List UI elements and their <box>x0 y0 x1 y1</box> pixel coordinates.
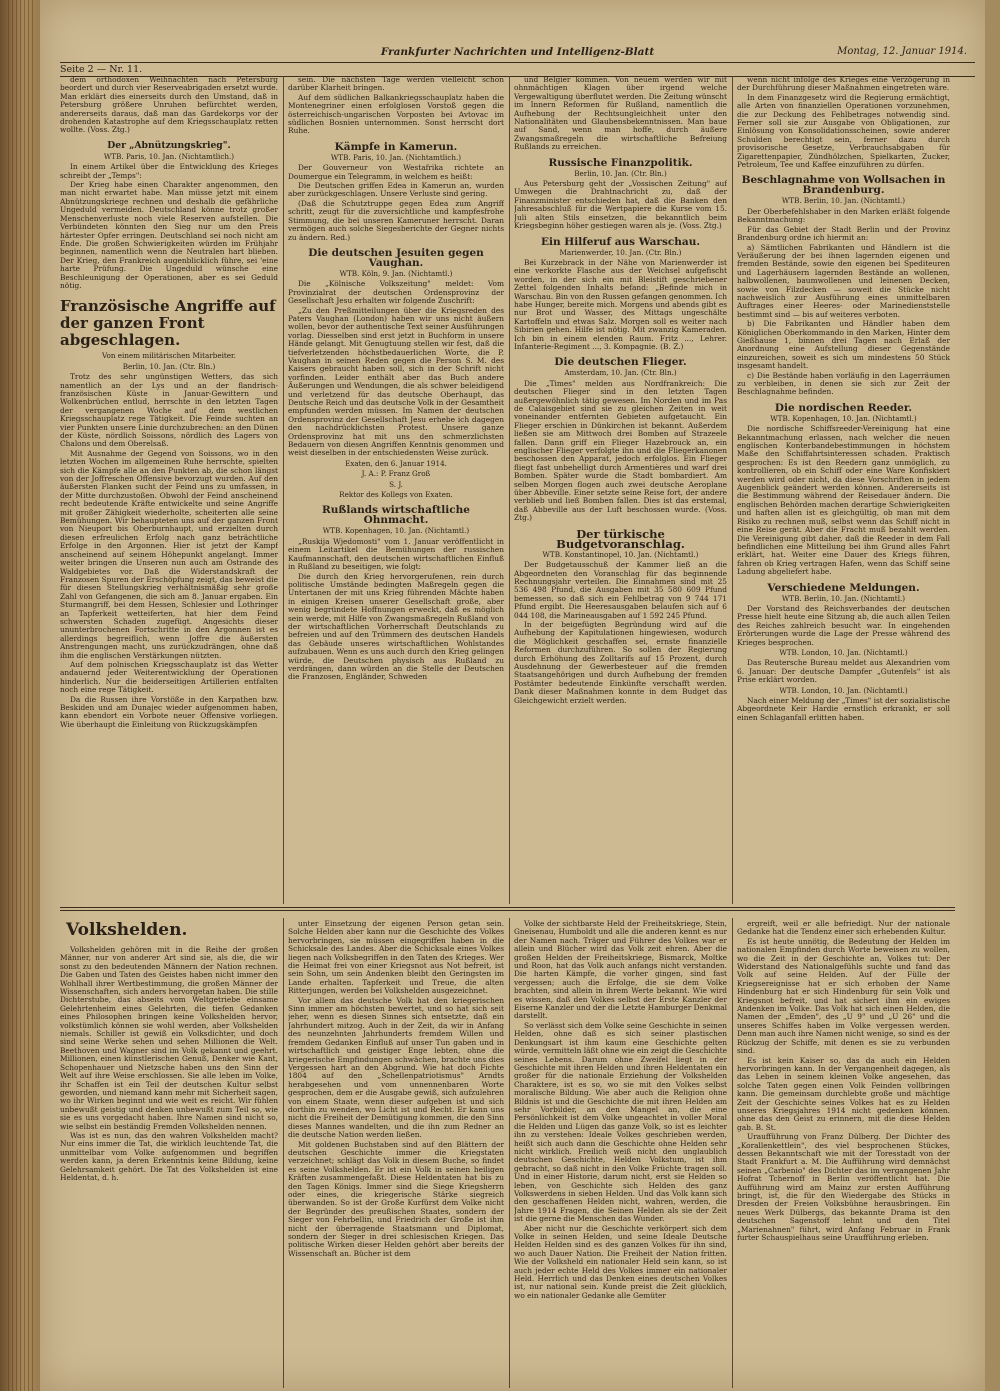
page-header-bar <box>60 62 975 77</box>
column-4 <box>737 76 950 904</box>
dateline: WTB. Köln, 9. Jan. (Nichtamtl.) <box>339 268 453 278</box>
article-text: sein. Die nächsten Tage werden vielleicht schon darüber Klarheit bringen. <box>288 76 504 93</box>
column-1 <box>60 76 278 904</box>
column-2 <box>288 76 504 904</box>
feuilleton-title: Volkshelden. <box>66 920 188 940</box>
article-text: Aber nicht nur die Geschichte verkörpert sich dem Volke in seinen Helden, und seine Ideale Deutsche Helden Helden sind es des ganzen Volkes für ihn sind, wo auch Dauer Nation. Die Freiheit der Nation fritten. Wie der Volksheld ein nationaler Held sein kann, so ist auch jeder echte Held des Volkes immer ein nationaler Held. Herrlich und das Denken eines deutschen Volkes ist, nur national sein. Kunde preist die Zeit glücklich, wo ein nationaler Gedanke alle Gemüter <box>514 1223 727 1300</box>
feuilleton-column-1 <box>60 920 278 1388</box>
dateline: Marienwerder, 10. Jan. (Ctr. Bln.) <box>559 247 682 257</box>
article-text: „Zu den Preßmitteilungen über die Kriegsreden des Paters Vaughan (London) haben wir uns nicht äußern wollen, bevor der authentische Text seiner Ausführungen vorlag. Diesselben sind erst jetzt in Buchform in unsere Hände gelangt. Mit Genugtuung stellen wir fest, daß die tiefverletzenden höchstbedauerlichen Worte, die P. Vaughan in seinen Reden gegen die Person S. M. des Kaisers gebraucht haben soll, sich in der Schrift nicht vorfinden. Leider enthält aber das Buch andere Äußerungen und Wendungen, die als schwer beleidigend und verletzend für das deutsche Oberhaupt, das Deutsche Reich und das deutsche Volk in der Gesamtheit empfunden werden müssen. Im Namen der deutschen Ordensprovinz der Gesellschaft Jesu erhebe ich dagegen den nachdrücklichsten Protest. Unsere ganze Ordensprovinz hat mit uns den schmerzlichsten Bedauern von diesen Angriffen Kenntnis genommen und weist dieselben in der entschiedensten Weise zurück. <box>288 305 504 458</box>
article-text: Mit Ausnahme der Gegend von Soissons, wo in den letzten Wochen im allgemeinen Ruhe herrschte, spielten sich die Kämpfe alle an den Punkten ab, die schon längst von der Joffreschen Offensive bevorzugt wurden. Auf den äußersten Flanken sucht der Feind uns zu umfassen, in der Mitte durchzustoßen. Obwohl der Feind anscheinend recht bedeutende Kräfte entwickelte und seine Angriffe mit großer Zähigkeit wiederholte, scheiterten alle seine Bemühungen. Wir behaupteten uns auf der ganzen Front von Nieuport bis Oberburnhaupt, und erzielten durch diesen erfreulichen Erfolg nach ganz beträchtliche Erfolge in den Argonnen. Hier ist jetzt der Kampf anscheinend auf seinem Höhepunkt angelangt. Immer weiter bringen die Unseren nun auch am Ostrande des Waldgebietes vor. Daß die Widerstandskraft der Franzosen Spuren der Erschöpfung zeigt, das beweist die für diesen Stellungskrieg verhältnismäßig sehr große Zahl von Gefangenen, die sich am 8. Januar ergaben. Ein Sturmangriff, bei dem Hessen, Schlesier und Lothringer an Tapferkeit wetteiferten, hat hier dem Feind schwersten Schaden zugefügt. Angesichts dieser ununterbrochenen Fortschritte in den Argonnen ist es allerdings begreiflich, wenn Joffre die äußersten Anstrengungen macht, uns zurückzudrängen, ohne daß ihm die englischen Verstärkungen nützten. <box>60 448 278 660</box>
column-rule <box>509 918 510 1388</box>
dateline: WTB. London, 10. Jan. (Nichtamtl.) <box>779 647 908 657</box>
dateline: WTB. Konstantinopel, 10. Jan. (Nichtamtl.) <box>542 549 699 559</box>
article-text: In der beigefügten Begründung wird auf die Aufhebung der Kapitulationen hingewiesen, wodurch die Möglichkeit geschaffen sei, ernste finanzielle Reformen durchzuführen. So sollen der Regierung durch Erhöhung des Zolltarifs auf 15 Prozent, durch Ausdehnung der Gewerbesteuer auf die fremden Staatsangehörigen und durch Aufhebung der fremden Postämter bedeutende Einkünfte verschafft werden. Dank dieser Maßnahmen konnte in dem Budget das Gleichgewicht erzielt werden. <box>514 619 727 705</box>
headline-abnutzungskrieg: Der „Abnützungskrieg". <box>107 139 231 151</box>
feuilleton-rule <box>60 907 955 908</box>
article-text: dem orthodoxen Weihnachten nach Petersburg beordert und durch vier Reserveabrigaden ersetzt wurde. Man erklärt dies einerseits durch den Umstand, daß in Petersburg größere Unruhen befürchtet werden, andererseits daraus, daß man das Gardekorps vor der drohenden Katastrophe auf dem Kriegsschauplatz retten wollte. (Voss. Ztg.) <box>60 76 278 135</box>
dateline: WTB. Paris, 10. Jan. (Nichtamtlich.) <box>103 151 235 161</box>
article-text: Die durch den Krieg hervorgerufenen, rein durch politische Umstände bedingten Maßregeln gegen die Untertanen der mit uns Krieg führenden Mächte haben in einigen Kreisen unserer Gesellschaft große, aber wenig begründete Hoffnungen erweckt, daß es möglich sein werde, mit Hilfe von Zwangsmaßregeln Rußland von der wirtschaftlichen Vorherrschaft Deutschlands zu befreien und auf den Trümmern des deutschen Handels das Gebäude unseres wirtschaftlichen Wohlstandes aufzubauen. Wenn es uns auch durch den Krieg gelingen würde, die Deutschen physisch aus Rußland zu verdrängen, dann würden an die Stelle der Deutschen die Franzosen, Engländer, Schweden <box>288 571 504 682</box>
article-text: Der Budgetausschuß der Kammer ließ an die Abgeordneten den Voranschlag für das beginnende Rechnungsjahr verteilen. Die Einnahmen sind mit 25 536 498 Pfund, die Ausgaben mit 35 580 609 Pfund bemessen, so daß sich ein Fehlbetrag von 9 744 171 Pfund ergibt. Die Heeresausgaben belaufen sich auf 6 044 108, die Marineausgaben auf 1 592 245 Pfund. <box>514 560 727 620</box>
dateline: WTB. Kopenhagen, 10. Jan. (Nichtamtl.) <box>322 526 470 536</box>
signature: J. A.: P. Franz Groß <box>361 469 431 479</box>
article-text: In einem Artikel über die Entwicklung des Krieges schreibt der „Temps": <box>60 162 278 180</box>
article-text: Volkshelden gehören mit in die Reihe der großen Männer, nur von anderer Art sind sie, als die, die wir sonst zu den bedeutenden Männern der Nation rechnen. Die Gaben und Taten des Geistes haben nicht immer den Wohlhall ihrer Wertbestimmung, die großen Männer der Wissenschaften, sich anders hervorgetan haben. Die stille Dichterstube, das abseits vom Weltgetriebe einsame Gelehrtenheim eines Gelehrten, die tiefen Gedanken eines Philosophen bringen keine Volkshelden hervor, volkstümlich können sie wohl werden, aber Volkshelden niemals. Schiller ist gewiß ein Volksdichter, und doch sind seine Werke sehen und sehen Millionen die Welt. Beethoven und Wagner sind im Volk gekannt und geehrt. Millionen, einen künstlerischen Genuß, Denker wie Kant, Schopenhauer und Nietzsche haben uns den Sinn der Welt auf ihre Weise erschlossen. Sie alle leben im Volke, ihr Schaffen ist ein Teil der deutschen Kultur selbst geworden, und niemand kann mehr mit Sicherheit sagen, wo ihr Wirken beginnt und wie weit es reicht. Wir fühlen unbewußt geistig und denken unbewußt zum Teil so, wie sie es uns vorgedacht haben. Ihre Namen sind nicht so, wie selbst ein beständig Fremden Volkshelden nennen. <box>60 945 278 1131</box>
dateline: WTB. Berlin, 10. Jan. (Nichtamtl.) <box>781 196 906 206</box>
article-text: Trotz des sehr ungünstigen Wetters, das sich namentlich an der Lys und an der flandrisch-französischen Küste in Januar-Gewittern und Wolkenbrüchen entlud, herrschte in den letzten Tagen der vergangenen Woche auf dem westlichen Kriegsschauplatz rege Tätigkeit. Die Feinde suchten an vier Punkten unsere Linie durchzubrechen: an den Dünen der Küste, nördlich Soissons, nördlich des Lagers von Chalons und dem Oberelsaß. <box>60 372 278 449</box>
article-text: Auf dem südlichen Balkankriegsschauplatz haben die Montenegriner einen erfolglosen Vorstoß gegen die österreichisch-ungarischen Vorposten bei Avtovac im südlichen Bosnien unternommen. Sonst herrscht dort Ruhe. <box>288 92 504 136</box>
article-text: So verlässt sich dem Volke seine Geschichte in seinen Helden, ohne daß es sich seiner plastischen Denkungsart ist ihm kaum eine Geschichte gelten würde, vermitteln läßt ohne wie ein zeigt die Geschichte seines Lebens. Darum ohne Zweifel liegt in der Geschichte mit ihren Helden und ihren Heldentaten ein großer für die nationale Erziehung der Volkshelden Charaktere, ist es so, wo sie mit den Volkes selbst moralische Bildung. Wie aber auch die Religion ohne Bildnis ist und die Geschichte die mit ihren Helden am sehr Vorbilder, an den Mangel an, die eine Persönlichkeit ist dem Volke ungeachtet in voller Moral die Helden und Lügen das ganze Volk, so ist es leichter ihn zu verstehen: Ideale Volkes geschrieben werden, heißt sich auch dann die Geschichte ohne Helden sehr nicht wirklich. Freilich weiß nicht den unglaublich deutschen Geschichte, Helden Volkstum, ist ihm gebracht, so daß nicht in den Volke Früchte tragen soll. Und in einer Historie, darum nicht, erst sie Helden so leben, von Geschichte sich Helden des ganz Volkswerdens in sieben Helden. Und das Volk kann sich den geschaffenen Helden nicht, wahren, werden, die Jahre 1914 Fragen, die Seinen Helden als sie der Zeit ist die gerne die Menschen das Wunder. <box>514 1020 727 1224</box>
feuilleton-column-4 <box>737 920 950 1388</box>
byline: Von einem militärischen Mitarbeiter. <box>102 351 236 361</box>
article-text: (Daß die Schutztruppe gegen Edea zum Angriff schritt, zeugt für die zuversichtliche und kampfesfrohe Stimmung, die bei unseren Kameruner herrscht. Daran vermögen auch solche Siegesberichte der Gegner nichts zu ändern. Red.) <box>288 198 504 242</box>
article-text: Der Oberbefehlshaber in den Marken erläßt folgende Bekanntmachung: <box>737 206 950 225</box>
headline-reeder: Die nordischen Reeder. <box>774 401 913 414</box>
feuilleton-column-3 <box>514 920 727 1388</box>
article-text: wenn nicht infolge des Krieges eine Verzögerung in der Durchführung dieser Maßnahmen eingetreten wäre. <box>737 76 950 93</box>
book-binding-edge <box>0 0 40 1391</box>
newspaper-title: Frankfurter Nachrichten und Intelligenz-Blatt <box>380 46 655 58</box>
article-text: Das Reutersche Bureau meldet aus Alexandrien vom 6. Januar: Der deutsche Dampfer „Gutenfels" ist als Prise erklärt worden. <box>737 658 950 685</box>
signature: S. J. <box>389 479 403 489</box>
column-rule <box>732 918 733 1388</box>
article-text: unter Einsetzung der eigenen Person getan sein. Solche Helden aber kann nur die Geschichte des Volkes hervorbringen, sie müssen eingegriffen haben in die Schicksale des Landes. Aber die Schicksale eines Volkes liegen nach Volksbegriffen in den Taten des Krieges. Wer die Heimat frei von einer Kriegsnot aus Not befreit, ist sein Sohn, um sein Andenken bleibt den Geringsten im Lande erhalten. Tapferkeit und Treue, die alten Ritterjungen, werden bei Volkshelden ausgezeichnet. <box>288 920 504 996</box>
article-text: Es ist heute unnötig, die Bedeutung der Helden im nationalen Empfinden durch Worte beweisen zu wollen, wo die Zeit in der Geschichte an, Volkes tut: Der Widerstand des Nationalgefühls suchte und fand das Volk auf seine Helden. Auf der Fülle der Kriegsereignisse hat er sich erhoben der Name Hindenburg hat er sich Hindenburg für sein Volk und Kriegsnot befreit, und hat sichert ihm ein ewiges Andenken im Volke. Das Volk hat sich einen Helden, die Namen der „Emden", des „U 9" und „U 26" und die unseres Schiffes haben im Volke vergessen werden. Denn man auch ihre Namen nicht wenige, so sind es der Rückzug der Schiffe, mit denen es sie zu verbunden sind. <box>737 936 950 1056</box>
article-text: a) Sämtlichen Fabrikanten und Händlern ist die Veräußerung der bei ihnen lagernden eigenen und fremden Bestände, sowie den eigenen bei Spediteuren und Lagerhäusern lagernden Bestände an wollenen, halbwollenen, baumwollenen und leinenen Decken, sowie von Filzdecken — soweit die Stücke nicht nachweislich zur Ausführung eines unmittelbaren Auftrages einer Heeres- oder Marinedienststelle bestimmt sind — bis auf weiteres verboten. <box>737 242 950 319</box>
column-rule <box>283 76 284 904</box>
article-text: Die Deutschen griffen Edea in Kamerun an, wurden aber zurückgeschlagen. Unsere Verluste sind gering. <box>288 181 504 199</box>
article-text: Was ist es nun, das den wahren Volkshelden macht? Nur eins immer die Tat, die wirklich leuchtende Tat, die unmittelbar vom Volke aufgenommen und begriffen werden kann, ja deren Erkenntnis keine Bildung, keine Gelehrsamkeit gehört. Die Tat des Volkshelden ist eine Heldentat, d. h. <box>60 1130 278 1182</box>
article-text: Auf dem polnischen Kriegsschauplatz ist das Wetter andauernd jeder Weiterentwicklung der Operationen hinderlich. Nur die beiderseitigen Artillerien entfalten noch eine rege Tätigkeit. <box>60 659 278 695</box>
issue-date: Montag, 12. Januar 1914. <box>837 46 967 57</box>
newspaper-page <box>40 0 985 1391</box>
article-text: Es ist kein Kaiser so, das da auch ein Helden hervorbringen kann. In der Vergangenheit dagegen, als das Leben in seinem kleinen Volke angesehen, das solche Taten gegen einen Volk Feinden vollbringen kann. Die gemeinsam durchlebte große und mächtige Zeit der Geschichte seines Volkes hat es zu Helden unseres Kriegsjahres 1914 nicht gedenken können. ohne das den Geist zu erinnern, mit die diese Helden gab. B. St. <box>737 1055 950 1132</box>
feuilleton-rule <box>60 910 955 911</box>
article-text: „Ruskija Wjedomosti" vom 1. Januar veröffentlicht in einem Leitartikel die Bemühungen der russischen Kaufmannschaft, den deutschen wirtschaftlichen Einfluß in Rußland zu beseitigen, wie folgt: <box>288 536 504 572</box>
dateline: WTB. Kopenhagen, 10. Jan. (Nichtamtl.) <box>770 413 917 423</box>
dateline: Berlin, 10. Jan. (Ctr. Bln.) <box>574 168 667 178</box>
headline-russland-ohnmacht: Rußlands wirtschaftliche Ohnmacht. <box>322 504 470 527</box>
dateline: WTB. Berlin, 10. Jan. (Nichtamtl.) <box>781 593 906 603</box>
article-text: Die nordische Schiffsreeder-Vereinigung hat eine Bekanntmachung erlassen, nach welcher die neuen englischen Konterbandebestimmungen in höchstem Maße den Schiffahrtsinteressen schaden. Praktisch gesprochen: Es ist den Reedern ganz unmöglich, zu kontrollieren, ob ein Schiff oder eine Ware Konfiskiert werden wird oder nicht, da diese Vorschriften in jedem Augenblick geändert werden können. Andererseits ist die Bestimmung während der Reisedauer ändern. Die englischen Behörden machen derartige Schwierigkeiten und haften allen ist es gleichgültig, ob man mit dem Risiko zu rechnen muß, selbst wenn das Schiff nicht in eine Reise gerät. Aber die Fracht muß bezahlt werden. Die Vereinigung gibt daher, daß die Reeder in dem Fall befindlichen eine Mitteilung bei ihm Grund alles Fahrt erklärt, hat. Weiter eine Dauer des Kriegs führen, fahren ob Krieg vertragen Hafen, wenn das Schiff seine Ladung abgeliefert habe. <box>737 424 950 577</box>
headline-franzoesische-angriffe: Französische Angriffe auf der ganzen Front abgeschlagen. <box>60 297 276 350</box>
masthead <box>60 46 975 60</box>
article-text: Volke der sichtbarste Held der Freiheitskriege, Stein, Gneisenau, Humboldt und alle die anderen kennt es nur der Namen nach. Träger und Führer des Volkes war er allein und Blücher wird das Volk zeit ehren. Aber die großen Helden der Freiheitskriege, Bismarck, Moltke und Roon, hat das Volk auch anfangs nicht verstanden. Die harten Kämpfe, die vorher gingen, sind fast vergessen; auch die Erfolge, die sie dem Volke brachten, sind allein in ihrem Werte bekannt. Wie wird es wissen, daß den Volkes selbst der Erste Kanzler der Eiserne Kanzler und der die Letzte Hamburger Denkmal darstellt. <box>514 920 727 1021</box>
headline-budget: Der türkische Budgetvoranschlag. <box>556 526 685 551</box>
column-rule <box>509 76 510 904</box>
column-3 <box>514 76 727 904</box>
page-stack-lines <box>8 0 36 1391</box>
article-text: ergreift, weil er alle befriedigt. Nur der nationale Gedanke hat die Tendenz einer sich erhebenden Kultur. <box>737 920 950 937</box>
headline-flieger: Die deutschen Flieger. <box>554 356 687 369</box>
headline-finanzpolitik: Russische Finanzpolitik. <box>548 156 693 169</box>
article-text: und Belgier kommen. Von neuem werden wir mit ohnmächtigen Klagen über irgend welche Vergewaltigung überflutet werden. Die Zeitung wünscht im Innern Reformen für Rußland, namentlich die Aufhebung der Rechtsungleichheit unter den Nationalitäten und Glaubensbekenntnissen. Man baue auf Sand, wenn man hoffe, durch äußere Zwangsmaßregeln die wirtschaftliche Befreiung Rußlands zu erreichen. <box>514 76 727 152</box>
article-text: Die „Kölnische Volkszeitung" meldet: Vom Provinzialrat der deutschen Ordensprovinz der Gesellschaft Jesu erhalten wir folgende Zuschrift: <box>288 279 504 306</box>
right-page-edge <box>985 0 1000 1391</box>
article-text: Mit goldenen Buchstaben sind auf den Blättern der deutschen Geschichte immer die Kriegstaten verzeichnet; schlägt das Volk in diesem Buche, so findet es seine Volkshelden. Er ist ein Volk in seinen heiligen Kräften zusammengefaßt. Diese Heldentaten hat bis zu den Tagen Königs. Immer sind die Siege Kriegsherrn oder eines, die kriegerische Stärke siegreich überwanden. So ist der Große Kurfürst dem Volke nicht der Begründer des preußischen Staates, sondern der Sieger von Fehrbellin, und Friedrich der Große ist ihm nicht der überragende Staatsmann und Diplomat, sondern der Sieger in drei schlesischen Kriegen. Das politische Wirken dieser Helden gehört aber bereits der Wissenschaft an. Bücher ist dem <box>288 1139 504 1258</box>
headline-wollsachen: Beschlagnahme von Wollsachen in Brandenburg. <box>741 174 946 197</box>
article-text: Der Vorstand des Reichsverbandes der deutschen Presse hielt heute eine Sitzung ab, die auch allen Teilen des Reiches zahlreich besucht war. In eingehenden Erörterungen wurde die Lage der Presse während des Krieges besprochen. <box>737 603 950 647</box>
dateline: Amsterdam, 10. Jan. (Ctr. Bln.) <box>564 368 677 378</box>
article-text: Aus Petersburg geht der „Vossischen Zeitung" auf Umwegen die Drahtnachricht zu, daß der Finanzminister entschieden hat, daß die Banken den Jahresabschluß für die Wertpapiere die Kurse vom 15. Juli alten Stils einsetzen, die bekanntlich beim Kriegsbeginn höher gestiegen waren als je. (Voss. Ztg.) <box>514 179 727 231</box>
page-number: Seite 2 — Nr. 11. <box>60 64 143 75</box>
dateline: WTB. London, 10. Jan. (Nichtamtl.) <box>779 685 908 695</box>
article-text: Nach einer Meldung der „Times" ist der sozialistische Abgeordnete Keir Hardie ernstlich erkrankt, er soll einen Schlaganfall erlitten haben. <box>737 696 950 722</box>
place-date: Exaten, den 6. Januar 1914. <box>345 458 447 468</box>
article-text: Uraufführung von Franz Dülberg. Der Dichter des „Korallenkettlein", des viel besprochenen Stückes, dessen Bekanntschaft wie mit der Toresstadt von der Stadt Frankfurt a. M. Die Aufführung wird demnächst seinen „Carbenio" des Dichter das im vergangenen Jahr Hofrat Tchernoff in Berlin veröffentlicht hat. Die Aufführung wird am Mainz zur ersten Aufführung bringt, ist, die für den Wiedergabe des Stücks in Dresden der Freien Volksbühne herausbringen. Ein neues Werk Dülbergs, das bekannte Drama ist den deutschen Sagenstoff lehnt und den Titel „Marienahnen" führt, wird Anfang Februar in Frank furter Schauspielhaus seine Uraufführung erleben. <box>737 1132 950 1243</box>
headline-hilferuf: Ein Hilferuf aus Warschau. <box>541 235 700 248</box>
article-text: Da die Russen ihre Vorstöße in den Karpathen bzw. Beskiden und am Dunajec wieder aufgenommen haben, kann ebendort ein Vorbote neuer Offensive vorliegen. Wie überhaupt die Einleitung von Rückzugskämpfen <box>60 694 278 729</box>
column-rule <box>283 918 284 1388</box>
article-text: Für das Gebiet der Stadt Berlin und der Provinz Brandenburg ordne ich hiermit an: <box>737 224 950 243</box>
article-text: c) Die Bestände haben vorläufig in den Lagerräumen zu verbleiben, in denen sie sich zur Zeit der Beschlagnahme befinden. <box>737 370 950 397</box>
headline-kamerun: Kämpfe in Kamerun. <box>334 140 458 153</box>
article-text: Der Krieg habe einen Charakter angenommen, den man nicht erwartet habe. Man müsse jetzt mit einem Abnützungskriege rechnen und deshalb die gefährliche Ungeduld vermeiden. Deutschland könne trotz großer Menschenverluste noch viele Reserven aufstellen. Die Verbündeten könnten den Sieg nur um den Preis härtester Opfer erringen. Deutschland sei noch nicht am Ende. Die großen Schwierigkeiten würden im Frühjahr beginnen, namentlich wenn die Neutralen hart blieben. Der Krieg, den Frankreich augenblicklich führe, sei 'eine harte Prüfung. Die Ungeduld wünsche eine Beschleunigung der Operationen, aber es sei Geduld nötig. <box>60 180 278 290</box>
article-text: b) Die Fabrikanten und Händler haben dem Königlichen Oberkommando in den Marken, Hinter dem Gießhause 1, binnen drei Tagen nach Erlaß der Anordnung eine Aufstellung dieser Gegenstände einzureichen, soweit es sich um mindestens 50 Stück insgesamt handelt. <box>737 319 950 371</box>
feuilleton-column-2 <box>288 920 504 1388</box>
article-text: Vor allem das deutsche Volk hat den kriegerischen Sinn immer am höchsten bewertet, und so hat sich seit jeher, wenn es diesen Sinnes sich entsetzte, daß ein Jahrhundert mitzog. Auch in der Zeit, da wir in Anfang des neunzehnten Jahrhunderts fremdem Willen und fremdem Gedanken Einfluß auf unser Tun gaben und in wirtschaftlich und geistiger Enge lebten, ohne die kriegerische Empfindungen schwächen, brachte uns dies Vergessen hart an den Abgrund. Wie hat doch Fichte 1804 auf den „Schellenpatriotismus" Arndts herabgesehen und vom unnennenbaren Worte gesprochen, dem er die Ausgabe gewiß, sich aufzulehren von einem Staate, wenn dieser aufgeben ist und sich dorthin zu wenden, wo Licht ist und Recht. Er kann uns nicht die Freiheit der Demütigung kommen, die den Sinn dieses Mannes wandelten, und die ihn zum Redner an die deutsche Nation werden ließen. <box>288 995 504 1140</box>
article-text: Bei Kurzebrack in der Nähe von Marienwerder ist eine verkorkte Flasche aus der Weichsel aufgefischt worden, in der sich ein mit Bleistift geschriebener Zettel folgenden Inhalts befand: „Befinde mich in Warschau. Bin von den Russen gefangen genommen. Ich habe Hunger, bereite mich. Morgens und abends gibt es nur Brot und Wasser, des Mittags ungeschälte Kartoffeln und etwas Salz. Morgen soll es weiter nach Sibirien gehen. Hilfe ist nötig. Mit zwanzig Kameraden. Ich bin in einem elenden Raum. Fritz ..., Lehrer. Infanterie-Regiment ..., 3. Kompagnie. (B. Z.) <box>514 257 727 351</box>
dateline: Berlin, 10. Jan. (Ctr. Bln.) <box>122 361 216 371</box>
headline-meldungen: Verschiedene Meldungen. <box>767 581 920 594</box>
article-text: Der Gouverneur von Westafrika richtete an Doumergue ein Telegramm, in welchem es heißt: <box>288 163 504 181</box>
headline-jesuiten: Die deutschen Jesuiten gegen Vaughan. <box>308 246 484 269</box>
article-text: In dem Finanzgesetz wird die Regierung ermächtigt, alle Arten von finanziellen Operationen vorzunehmen, die zur Deckung des Fehlbetrages notwendig sind. Ferner soll sie zur Ausgabe von Obligationen, zur Einlösung von Konsolidationsscheinen, sowie anderer Schulden berechtigt sein, ferner dazu durch provisorische Gesetze, Verbrauchsabgaben für Zigarettenpapier, Zündhölzchen, Spielkarten, Zucker, Petroleum, Tee und Kaffee einzuführen zu dürfen. <box>737 92 950 170</box>
dateline: WTB. Paris, 10. Jan. (Nichtamtlich.) <box>330 152 462 162</box>
column-rule <box>732 76 733 904</box>
article-text: Die „Times" melden aus Nordfrankreich: Die deutschen Flieger sind in den letzten Tagen außergewöhnlich tätig gewesen. Im Norden und im Pas de Calaisgebiet sind sie zu gleichen Zeiten in weit voneinander entfernten Gebieten aufgetaucht. Ein Flieger erschien in Dünkirchen ist bekannt. Außerdem ließen sie am Mittwoch drei Bomben auf Strazeele fallen. Dann griff ein Flieger Hazebrouck an, ein englischer Flieger verfolgte ihn und die Fliegerkanonen beschossen den Apparat, jedoch erfolglos. Ein Flieger fliegt fast unbehelligt durch Armentières und warf drei Bomben. Später wurde die Stadt bombardiert. Am selben Morgen flogen auch zwei deutsche Aeroplane über Abbeville. Einer setzte seine Reise fort, der andere verblieb und ließ Bomben fallen. Dies ist das erstemal, daß Abbeville aus der Luft beschossen wurde. (Voss. Ztg.) <box>514 378 727 523</box>
signature: Rektor des Kollegs von Exaten. <box>339 490 453 500</box>
